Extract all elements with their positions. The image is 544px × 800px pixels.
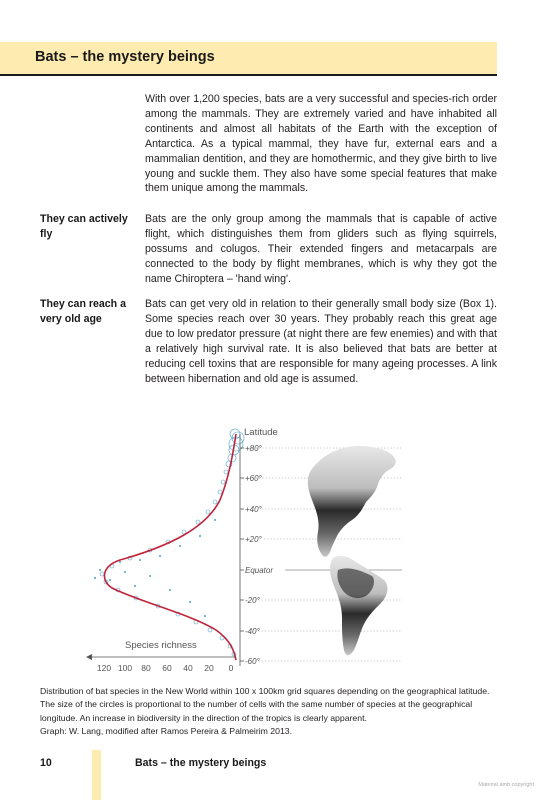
footer-accent-bar <box>92 750 101 800</box>
caption-text: Distribution of bat species in the New World within 100 x 100km grid squares depending on the geographical latitude. The size of the circles is proportional to the number of cells with the same number of species at the geographical longitude. An increase in biodiversity in the direction of the tropics is clearly apparent. <box>40 686 490 723</box>
latitude-ticks <box>240 448 244 661</box>
section-text-age: Bats can get very old in relation to their generally small body size (Box 1). Some species reach over 30 years. They probably reach this great age due to low predator pressure (at night there are few enemies) and with that a relatively high survival rate. It is also believed that bats are better at reducing cell toxins that are responsible for many ageing processes. A link between hibernation and old age is assumed. <box>145 298 497 385</box>
lat-label-neg40: -40° <box>245 627 260 636</box>
page-title: Bats – the mystery beings <box>35 49 215 65</box>
x-tick-120: 120 <box>96 663 112 673</box>
section-heading-age: They can reach a very old age <box>40 298 126 325</box>
x-tick-60: 60 <box>162 663 172 673</box>
lat-label-neg60: -60° <box>245 657 260 666</box>
page-number: 10 <box>40 757 52 769</box>
richness-axis-arrow <box>86 654 92 660</box>
lat-label-equator: Equator <box>245 566 274 575</box>
figure-caption <box>40 685 505 739</box>
latitude-labels <box>245 444 273 666</box>
x-tick-100: 100 <box>117 663 133 673</box>
watermark: Material amb copyright <box>478 782 534 788</box>
richness-tick-labels <box>97 663 234 673</box>
richness-scatter <box>100 429 244 656</box>
x-tick-20: 20 <box>204 663 214 673</box>
section-text-fly: Bats are the only group among the mammals that is capable of active flight, which distinguishes them from gliders such as flying squirrels, possums and colugos. Their extended fingers and metacarpals are connected to the body by flight membranes, which is why they got the name Chiroptera – 'hand wing'. <box>145 213 497 285</box>
lat-label-60: +60° <box>245 474 262 483</box>
figure-svg <box>80 420 480 682</box>
lat-label-40: +40° <box>245 505 262 514</box>
caption-credit: Graph: W. Lang, modified after Ramos Pereira & Palmeirim 2013. <box>40 726 293 737</box>
x-tick-80: 80 <box>141 663 151 673</box>
lat-label-20: +20° <box>245 535 262 544</box>
section-heading-fly: They can actively fly <box>40 213 128 240</box>
lat-label-80: +80° <box>245 444 262 453</box>
footer-title: Bats – the mystery beings <box>135 757 267 769</box>
intro-paragraph: With over 1,200 species, bats are a very successful and species-rich order among the mammals. They are extremely varied and have inhabited all continents and almost all habitats of the Earth with the exception of Antarctica. As a typical mammal, they have fur, external ears and a mammalian dentition, and they are homothermic, and they give birth to live young and suckle them. They also have some special features that make them unique among the mammals. <box>145 93 497 195</box>
richness-curve <box>104 434 236 660</box>
header-bar <box>0 42 497 76</box>
x-tick-40: 40 <box>183 663 193 673</box>
americas-map <box>308 446 396 655</box>
x-tick-0: 0 <box>228 663 234 673</box>
lat-label-neg20: -20° <box>245 596 260 605</box>
bat-distribution-figure <box>80 420 480 682</box>
latitude-axis-title: Latitude <box>244 427 278 438</box>
richness-axis-title: Species richness <box>125 640 197 651</box>
